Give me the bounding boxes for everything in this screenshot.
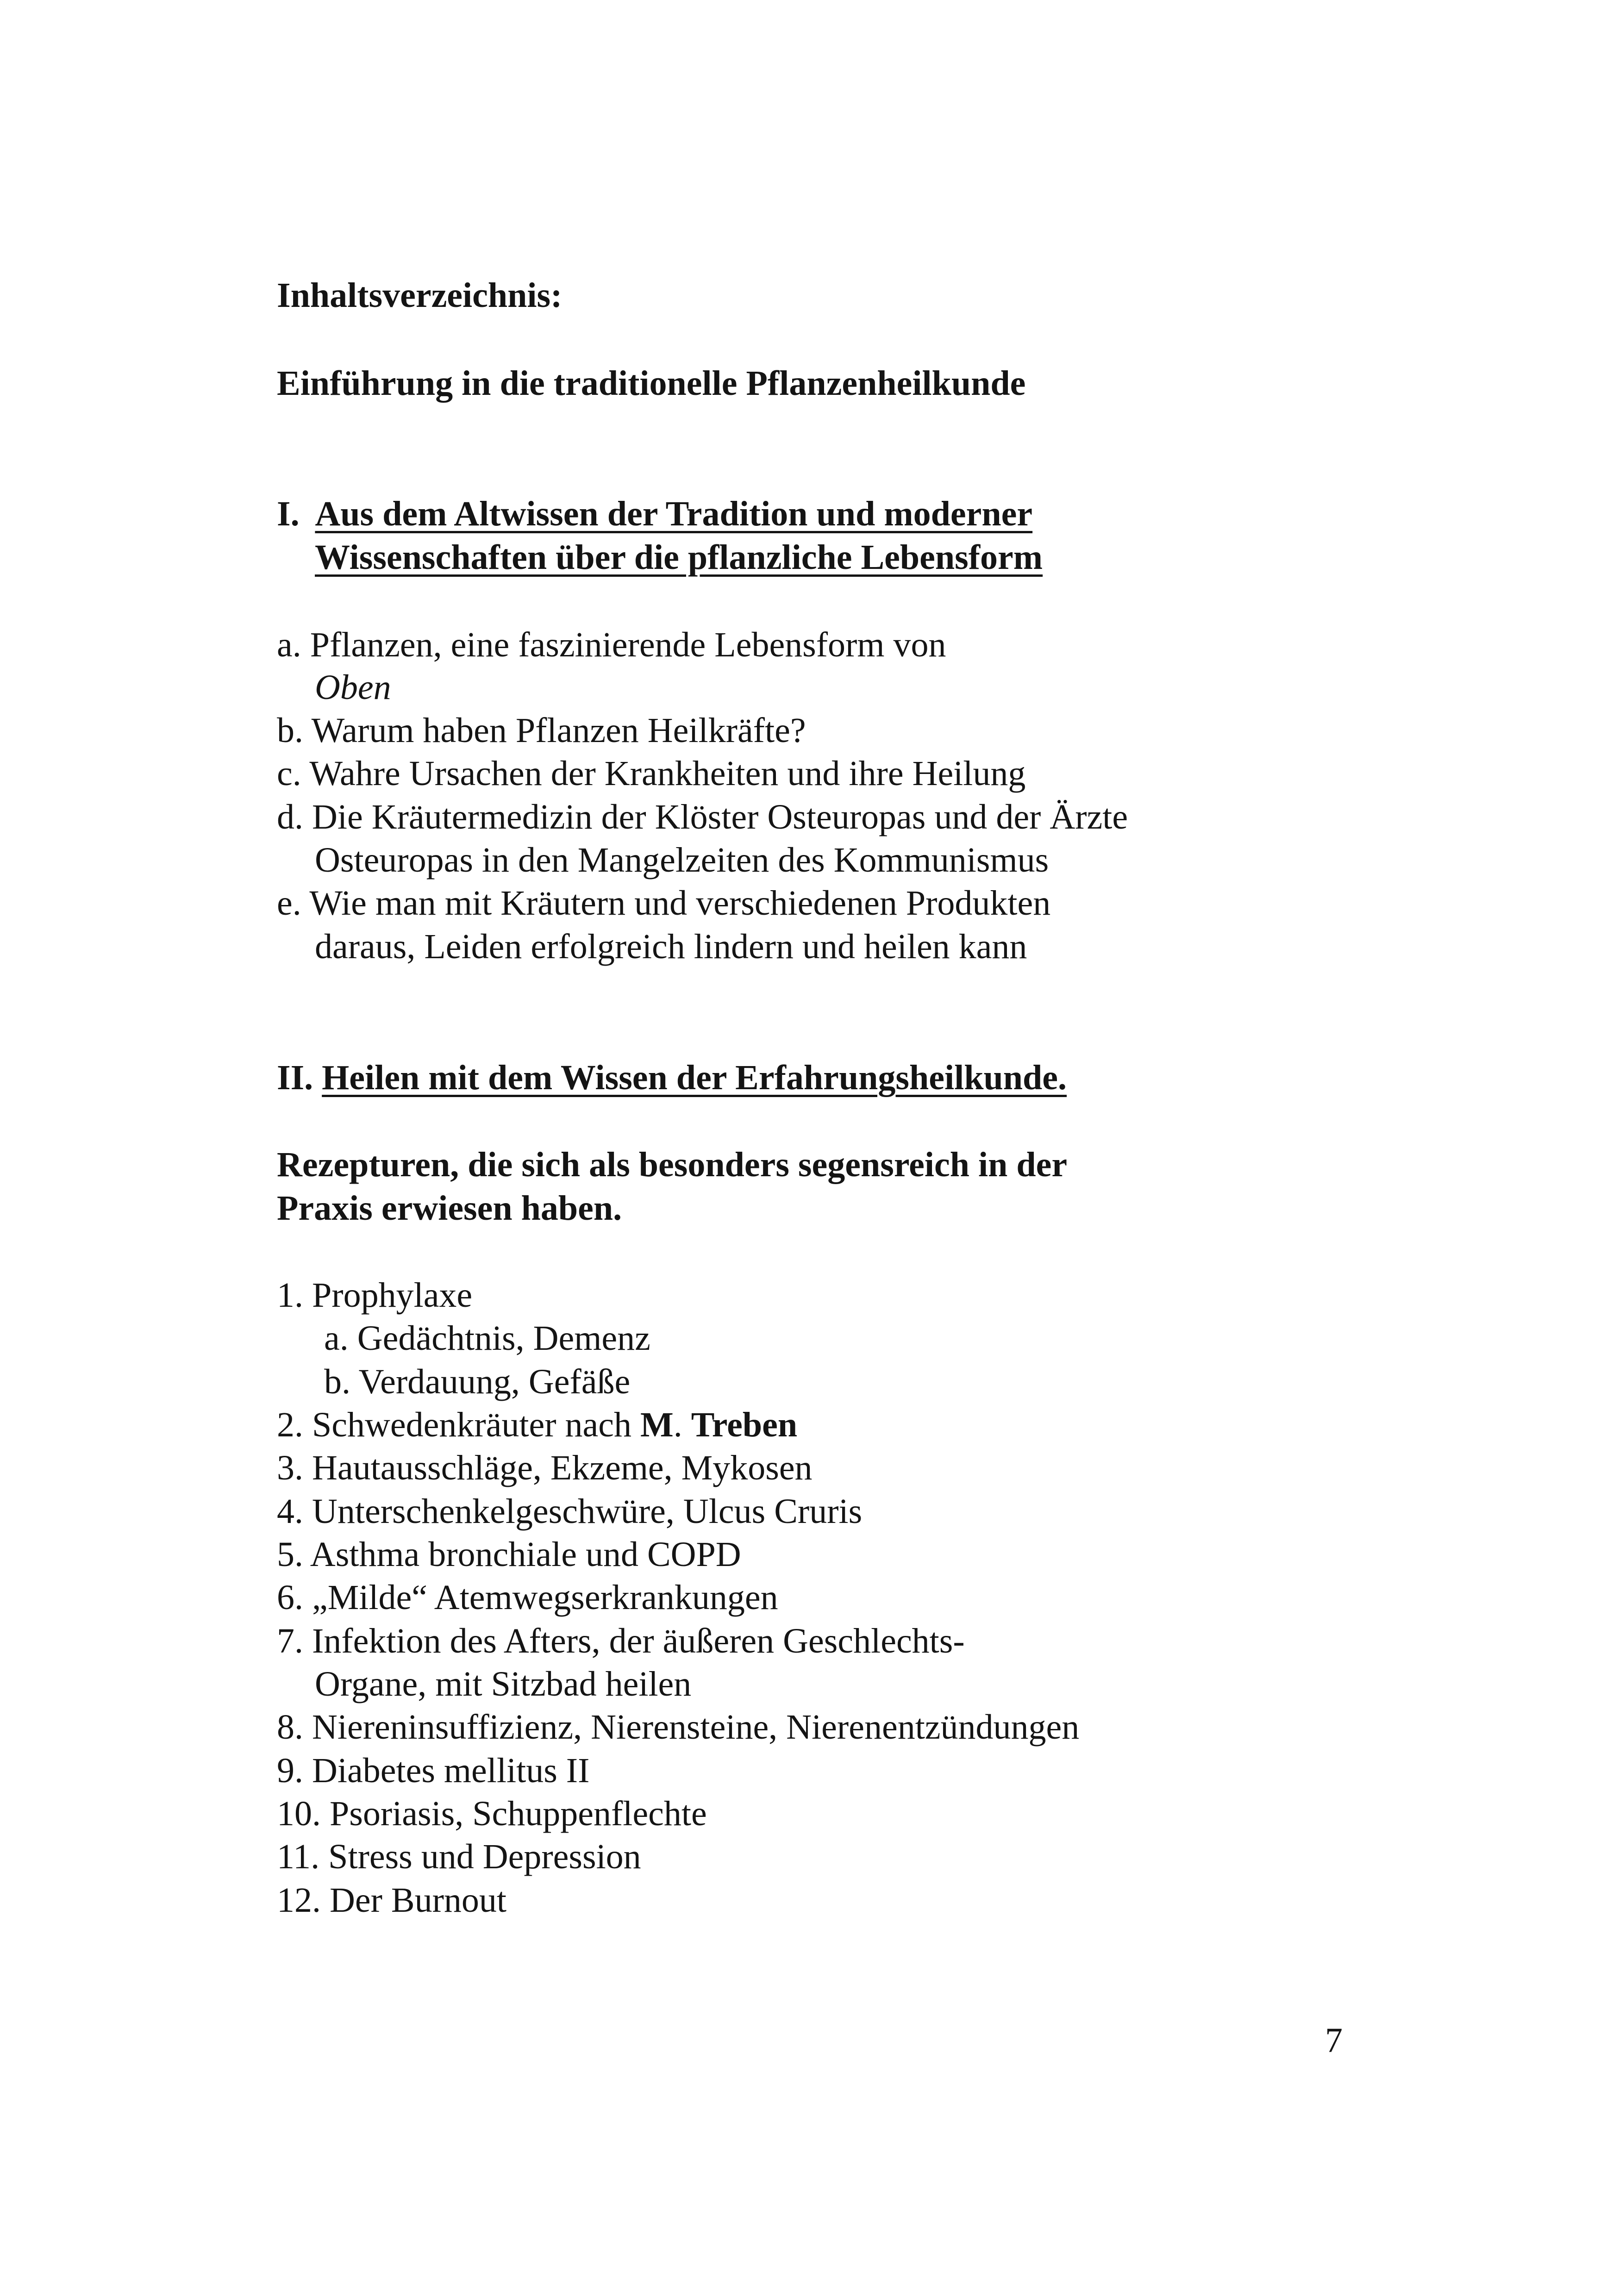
part2-item-4: 4. Unterschenkelgeschwüre, Ulcus Cruris [277,1492,863,1531]
part1-item-b: b. Warum haben Pflanzen Heilkräfte? [277,711,806,750]
part2-title: Heilen mit dem Wissen der Erfahrungsheilkunde. [322,1058,1067,1097]
part1-item-e: e. Wie man mit Kräutern und verschiedenen Produkten [277,884,1051,923]
part1-title-line2-row [315,540,1043,575]
part2-item-1: 1. Prophylaxe [277,1276,473,1315]
part1-heading [277,496,1032,531]
part1-item-c: c. Wahre Ursachen der Krankheiten und ihre Heilung [277,754,1026,793]
part2-heading [277,1060,1067,1095]
part2-item-8: 8. Niereninsuffizienz, Nierensteine, Nierenentzündungen [277,1708,1080,1747]
part1-item-a: a. Pflanzen, eine faszinierende Lebensform von [277,625,946,664]
part2-item-1a: a. Gedächtnis, Demenz [324,1319,650,1358]
toc-heading: Inhaltsverzeichnis: [277,276,563,315]
part2-item-2-initial: M [640,1405,674,1444]
part1-item-d-cont: Osteuropas in den Mangelzeiten des Kommunismus [315,841,1049,880]
part2-item-2 [277,1407,797,1442]
part1-numeral: I. [277,494,300,533]
part2-item-5: 5. Asthma bronchiale und COPD [277,1535,741,1574]
intro-title: Einführung in die traditionelle Pflanzenheilkunde [277,364,1026,403]
part2-item-2-dot: . [673,1405,691,1444]
part2-item-10: 10. Psoriasis, Schuppenflechte [277,1794,707,1833]
part2-subtitle-line1: Rezepturen, die sich als besonders segensreich in der [277,1145,1068,1184]
part2-item-2-name: Treben [691,1405,798,1444]
part2-item-7: 7. Infektion des Afters, der äußeren Geschlechts- [277,1622,965,1660]
part2-item-9: 9. Diabetes mellitus II [277,1751,590,1790]
part2-item-12: 12. Der Burnout [277,1881,507,1920]
page-number: 7 [1325,2021,1343,2060]
part2-item-7-cont: Organe, mit Sitzbad heilen [315,1665,692,1703]
part1-item-a-cont: Oben [315,668,391,707]
part2-item-6: 6. „Milde“ Atemwegserkrankungen [277,1578,778,1617]
part2-item-1b: b. Verdauung, Gefäße [324,1362,631,1401]
part2-numeral: II. [277,1058,313,1097]
part1-title-line1: Aus dem Altwissen der Tradition und moderner [315,494,1033,533]
part1-item-d: d. Die Kräutermedizin der Klöster Osteuropas und der Ärzte [277,798,1128,836]
part2-item-3: 3. Hautausschläge, Ekzeme, Mykosen [277,1448,813,1487]
part2-item-2-prefix: 2. Schwedenkräuter nach [277,1405,641,1444]
part2-subtitle-line2: Praxis erwiesen haben. [277,1189,622,1228]
part1-title-line2: Wissenschaften über die pflanzliche Lebensform [315,538,1043,577]
part1-item-e-cont: daraus, Leiden erfolgreich lindern und heilen kann [315,927,1027,966]
part2-item-11: 11. Stress und Depression [277,1837,641,1876]
